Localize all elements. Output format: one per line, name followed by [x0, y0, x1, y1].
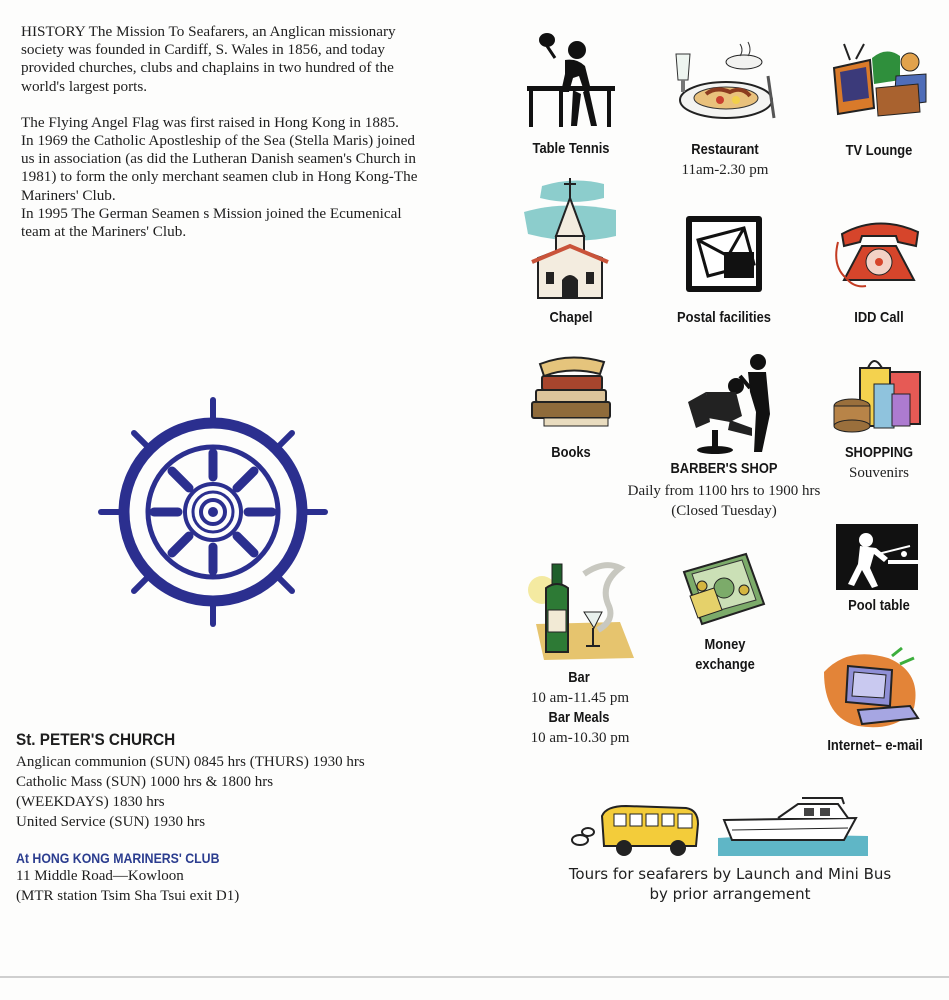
pool-table-label: Pool table: [848, 597, 910, 614]
church-title: St. PETER'S CHURCH: [16, 730, 176, 749]
table-tennis-label: Table Tennis: [532, 140, 610, 157]
mini-bus-icon: [566, 802, 702, 862]
computer-icon: [818, 646, 926, 732]
shopping-bags-icon: [832, 354, 924, 434]
idd-call-label: IDD Call: [854, 309, 904, 326]
envelope-icon: [684, 214, 764, 294]
banknotes-icon: [680, 552, 768, 626]
history-paragraph: The Flying Angel Flag was first raised in Hong Kong in 1885.: [21, 113, 399, 131]
bar-label: Bar: [568, 669, 590, 686]
meal-plate-icon: [670, 40, 780, 122]
barber-shop-label: BARBER'S SHOP: [670, 460, 778, 477]
bar-hours: 10 am-11.45 pm: [530, 690, 630, 706]
money-exchange-label-line1: Money: [704, 636, 746, 653]
books-icon: [530, 352, 614, 428]
launch-boat-icon: [718, 794, 868, 856]
shopping-souvenirs: Souvenirs: [849, 465, 909, 481]
barber-closed-note: (Closed Tuesday): [671, 503, 777, 519]
tv-lounge-label: TV Lounge: [845, 142, 913, 159]
ship-wheel-logo: [86, 385, 340, 639]
history-paragraph: In 1995 The German Seamen s Mission joined the Ecumenical team at the Mariners' Club.: [21, 204, 402, 241]
postal-label: Postal facilities: [677, 309, 771, 326]
chapel-label: Chapel: [549, 309, 593, 326]
shopping-label: SHOPPING: [844, 444, 914, 461]
history-paragraph: HISTORY The Mission To Seafarers, an Anglican missionary society was founded in Cardiff, S. Wales in 1856, and today provided churches, clubs and chaplains in two hundred of the world's largest ports.: [21, 23, 396, 95]
bottom-fold-line: [0, 976, 949, 978]
club-address-section: [16, 850, 456, 906]
restaurant-hours: 11am-2.30 pm: [681, 162, 769, 178]
club-title: At HONG KONG MARINERS' CLUB: [16, 850, 220, 866]
barber-chair-icon: [678, 352, 778, 456]
bar-meals-hours: 10 am-10.30 pm: [530, 730, 630, 746]
wine-bottle-icon: [524, 560, 636, 662]
internet-email-label: Internet– e-mail: [827, 737, 923, 754]
tours-line-2: by prior arrangement: [649, 885, 811, 903]
bar-meals-label: Bar Meals: [548, 709, 610, 726]
table-tennis-player-icon: [525, 30, 617, 130]
club-address-line: (MTR station Tsim Sha Tsui exit D1): [16, 888, 240, 904]
books-label: Books: [551, 444, 591, 461]
tv-icon: [830, 40, 928, 120]
pool-player-icon: [836, 524, 918, 590]
church-schedule-line: United Service (SUN) 1930 hrs: [16, 814, 206, 830]
church-section: [16, 730, 456, 832]
tours-line-1: Tours for seafarers by Launch and Mini Bus: [568, 865, 892, 883]
church-schedule-line: Anglican communion (SUN) 0845 hrs (THURS) 1930 hrs: [16, 754, 365, 770]
telephone-icon: [832, 216, 926, 296]
history-section: [21, 23, 431, 241]
history-paragraph: In 1969 the Catholic Apostleship of the Sea (Stella Maris) joined us in association (as did the Lutheran Danish seamen's Church in 1981) to form the only merchant seamen club in Hong Kong-The Mariners' Club.: [21, 132, 418, 204]
church-schedule-line: Catholic Mass (SUN) 1000 hrs & 1800 hrs: [16, 774, 274, 790]
church-schedule-line: (WEEKDAYS) 1830 hrs: [16, 794, 165, 810]
chapel-icon: [524, 176, 616, 300]
club-address-line: 11 Middle Road—Kowloon: [16, 868, 184, 884]
restaurant-label: Restaurant: [691, 141, 759, 158]
barber-hours: Daily from 1100 hrs to 1900 hrs: [627, 483, 821, 499]
money-exchange-label-line2: exchange: [695, 656, 755, 673]
